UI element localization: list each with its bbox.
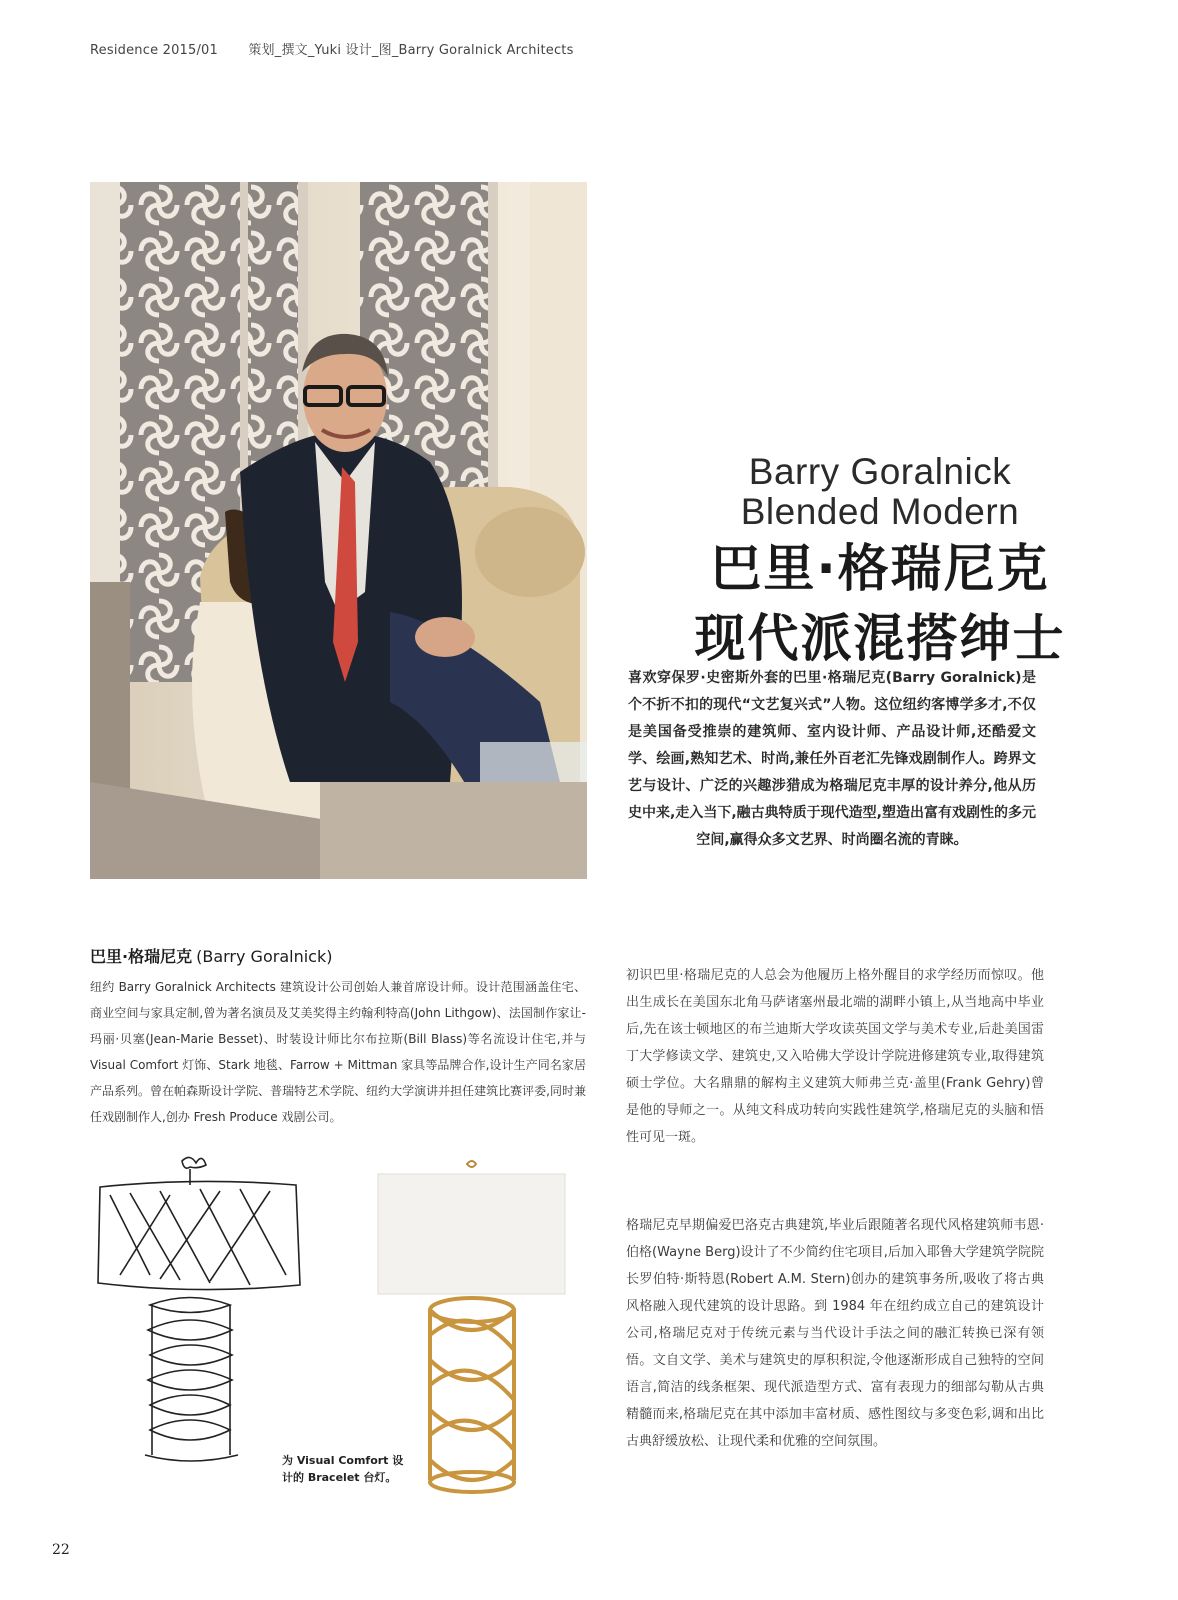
bio-heading-en: (Barry Goralnick) bbox=[196, 947, 333, 966]
credits-label: 策划_撰文_Yuki 设计_图_Barry Goralnick Architects bbox=[248, 43, 574, 58]
intro-paragraph: 喜欢穿保罗·史密斯外套的巴里·格瑞尼克(Barry Goralnick)是个不折不扣的现代“文艺复兴式”人物。这位纽约客博学多才,不仅是美国备受推崇的建筑师、室内设计师、产品设计师,还酷爱文学、绘画,熟知艺术、时尚,兼任外百老汇先锋戏剧制作人。跨界文艺与设计、广泛的兴趣涉猎成为格瑞尼克丰厚的设计养分,他从历史中来,走入当下,融古典特质于现代造型,塑造出富有戏剧性的多元空间,赢得众多文艺界、时尚圈名流的青睐。 bbox=[628, 670, 1036, 848]
body-paragraph-2: 格瑞尼克早期偏爱巴洛克古典建筑,毕业后跟随著名现代风格建筑师韦恩·伯格(Wayne Berg)设计了不少简约住宅项目,后加入耶鲁大学建筑学院院长罗伯特·斯特恩(Robert A.M. Stern)创办的建筑事务所,吸收了将古典风格融入现代建筑的设计思路。到 1984 年在纽约成立自己的建筑设计公司,格瑞尼克对于传统元素与当代设计手法之间的融汇转换已深有领悟。文自文学、美术与建筑史的厚积积淀,令他逐渐形成自己独特的空间语言,简洁的线条框架、现代派造型方式、富有表现力的细部勾勒从古典精髓而来,格瑞尼克在其中添加丰富材质、感性图纹与多变色彩,调和出比古典舒缓放松、让现代柔和优雅的空间氛围。 bbox=[626, 1218, 1044, 1449]
title-cn-line2: 现代派混搭绅士 bbox=[694, 610, 1066, 669]
title-cn-line1: 巴里·格瑞尼克 bbox=[710, 540, 1050, 599]
bio-heading-cn: 巴里·格瑞尼克 bbox=[90, 947, 193, 966]
bio-heading bbox=[90, 944, 332, 967]
bio-paragraph: 纽约 Barry Goralnick Architects 建筑设计公司创始人兼首席设计师。设计范围涵盖住宅、商业空间与家具定制,曾为著名演员及艾美奖得主约翰利特高(John Lithgow)、法国制作家让-玛丽·贝塞(Jean-Marie Besset)、时装设计师比尔布拉斯(Bill Blass)等名流设计住宅,并与 Visual Comfort 灯饰、Stark 地毯、Farrow + Mittman 家具等品牌合作,设计生产同名家居产品系列。曾在帕森斯设计学院、普瑞特艺术学院、纽约大学演讲并担任建筑比赛评委,同时兼任戏剧制作人,创办 Fresh Produce 戏剧公司。 bbox=[90, 980, 586, 1124]
portrait-photo bbox=[90, 182, 587, 879]
issue-label: Residence 2015/01 bbox=[90, 43, 219, 58]
lamp-caption: 为 Visual Comfort 设计的 Bracelet 台灯。 bbox=[282, 1454, 404, 1484]
title-en-line2: Blended Modern bbox=[740, 491, 1020, 532]
running-header bbox=[90, 39, 574, 58]
title-en-line1: Barry Goralnick bbox=[748, 451, 1012, 492]
article-title bbox=[600, 452, 1160, 672]
page-number: 22 bbox=[52, 1542, 70, 1558]
body-paragraph-1: 初识巴里·格瑞尼克的人总会为他履历上格外醒目的求学经历而惊叹。他出生成长在美国东北角马萨诸塞州最北端的湖畔小镇上,从当地高中毕业后,先在该士顿地区的布兰迪斯大学攻读英国文学与美术专业,后赴美国雷丁大学修读文学、建筑史,又入哈佛大学设计学院进修建筑专业,取得建筑硕士学位。大名鼎鼎的解构主义建筑大师弗兰克·盖里(Frank Gehry)曾是他的导师之一。从纯文科成功转向实践性建筑学,格瑞尼克的头脑和悟性可见一斑。 bbox=[626, 968, 1044, 1145]
lamp-sketch-image bbox=[90, 1155, 305, 1475]
